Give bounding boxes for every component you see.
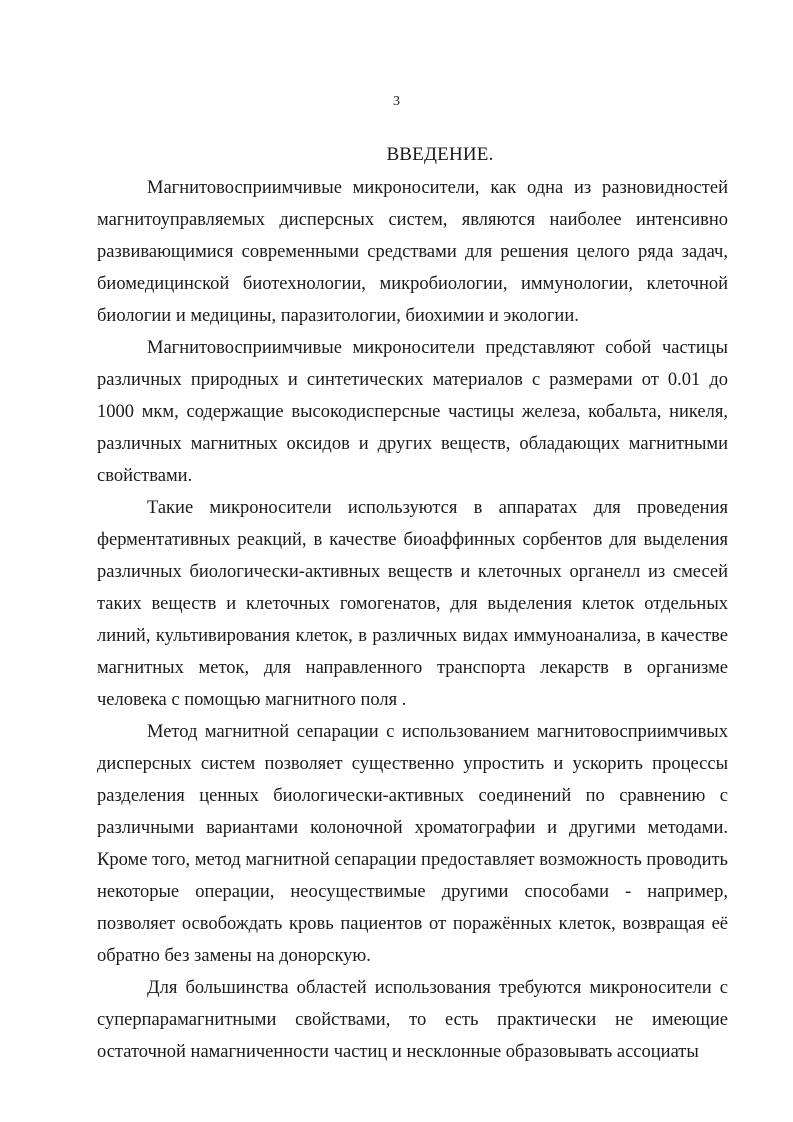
body-text xyxy=(97,172,728,1068)
paragraph-1: Магнитовосприимчивые микроносители, как одна из разновидностей магнитоуправляемых дисперсных систем, являются наиболее интенсивно развивающимися современными средствами для решения целого ряда задач, биомедицинской биотехнологии, микробиологии, иммунологии, клеточной биологии и медицины, паразитологии, биохимии и экологии. xyxy=(97,178,728,326)
paragraph-5: Для большинства областей использования требуются микроносители с суперпарамагнитными свойствами, то есть практически не имеющие остаточной намагниченности частиц и несклонные образовывать ассоциаты xyxy=(97,978,728,1062)
paragraph-2: Магнитовосприимчивые микроносители представляют собой частицы различных природных и синтетических материалов с размерами от 0.01 до 1000 мкм, содержащие высокодисперсные частицы железа, кобальта, никеля, различных магнитных оксидов и других веществ, обладающих магнитными свойствами. xyxy=(97,338,728,486)
page-number: 3 xyxy=(393,94,400,109)
paragraph-4: Метод магнитной сепарации с использованием магнитовосприимчивых дисперсных систем позволяет существенно упростить и ускорить процессы разделения ценных биологически-активных соединений по сравнению с различными вариантами колоночной хроматографии и другими методами. Кроме того, метод магнитной сепарации предоставляет возможность проводить некоторые операции, неосуществимые другими способами - например, позволяет освобождать кровь пациентов от поражённых клеток, возвращая её обратно без замены на донорскую. xyxy=(97,722,728,966)
section-heading: ВВЕДЕНИЕ. xyxy=(386,144,494,165)
paragraph-3: Такие микроносители используются в аппаратах для проведения ферментативных реакций, в качестве биоаффинных сорбентов для выделения различных биологически-активных веществ и клеточных органелл из смесей таких веществ и клеточных гомогенатов, для выделения клеток отдельных линий, культивирования клеток, в различных видах иммуноанализа, в качестве магнитных меток, для направленного транспорта лекарств в организме человека с помощью магнитного поля . xyxy=(97,498,728,710)
